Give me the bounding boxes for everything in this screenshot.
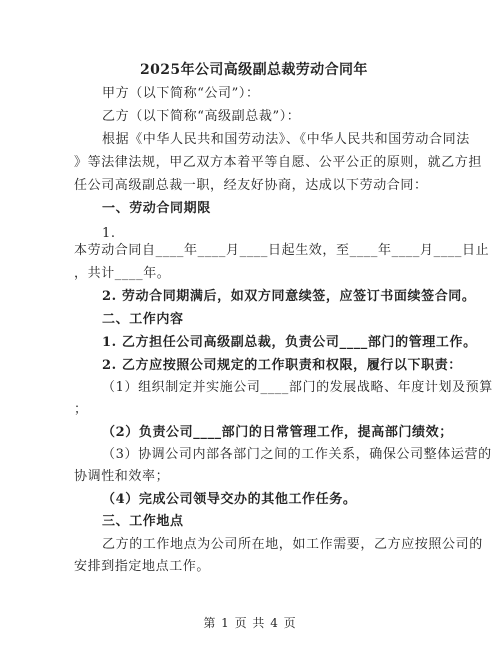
party-a-line: 甲方（以下简称“公司”）： [102,86,260,101]
section-heading: 二、工作内容 [102,312,184,327]
paragraph-line: ，共计____年。 [74,266,171,281]
section-heading: 一、劳动合同期限 [102,201,211,216]
paragraph-line: 根据《中华人民共和国劳动法》、《中华人民共和国劳动合同法 [102,132,470,147]
document-title: 2025年公司高级副总裁劳动合同年 [140,62,368,78]
clause-number: 1. [102,226,116,241]
duty-item: （3）协调公司内部各部门之间的工作关系，确保公司整体运营的 [102,447,492,462]
paragraph-line: 协调性和效率； [74,469,170,484]
paragraph-line: 本劳动合同自____年____月____日起生效，至____年____月____日止 [74,243,490,258]
paragraph-line: 任公司高级副总裁一职，经友好协商，达成以下劳动合同： [74,178,428,193]
paragraph-line: 安排到指定地点工作。 [74,559,211,574]
paragraph-line: 乙方的工作地点为公司所在地，如工作需要，乙方应按照公司的 [102,537,483,552]
clause-line: 1. 乙方担任公司高级副总裁，负责公司____部门的管理工作。 [102,335,477,350]
duty-item: （4）完成公司领导交办的其他工作任务。 [102,492,357,507]
clause-line: 2. 乙方应按照公司规定的工作职责和权限，履行以下职责： [102,358,462,373]
party-b-line: 乙方（以下简称“高级副总裁”）： [102,109,301,124]
duty-item: （1）组织制定并实施公司____部门的发展战略、年度计划及预算 [102,380,493,395]
duty-item: （2）负责公司____部门的日常管理工作，提高部门绩效； [102,425,453,440]
paragraph-line: ； [74,402,88,417]
section-heading: 三、工作地点 [102,514,184,529]
page-footer: 第 1 页 共 4 页 [203,616,297,630]
paragraph-line: 》等法律法规，甲乙双方本着平等自愿、公平公正的原则，就乙方担 [74,155,483,170]
clause-line: 2. 劳动合同期满后，如双方同意续签，应签订书面续签合同。 [102,289,476,304]
